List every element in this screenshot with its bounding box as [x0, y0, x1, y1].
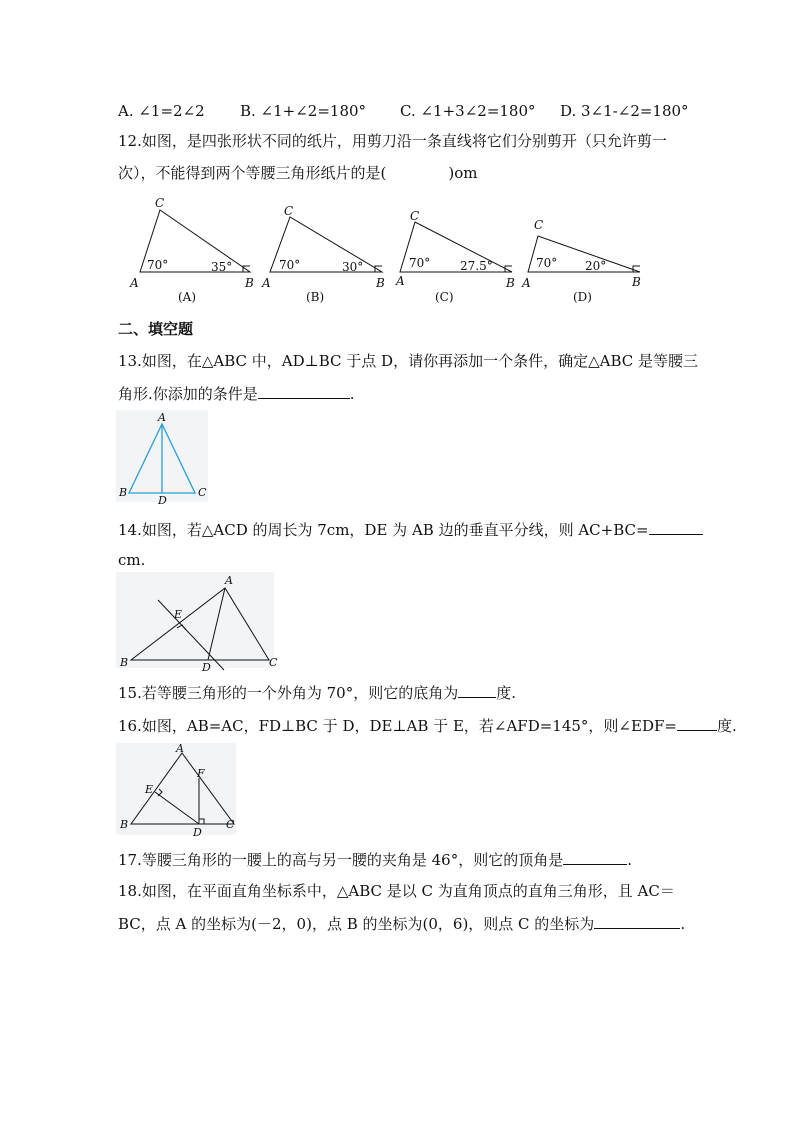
fig-c-angle-a: 70°: [409, 256, 431, 270]
fig-d-vertex-a: A: [522, 276, 531, 290]
q14-text-line1: [118, 519, 703, 540]
q16-answer-blank[interactable]: [677, 715, 717, 731]
q17-text: [118, 849, 632, 870]
fig-a-label: (A): [178, 290, 197, 304]
q12-text-line2: [118, 163, 477, 183]
fig-a-angle-b: 35°: [211, 260, 233, 274]
q16-vertex-f: F: [197, 767, 205, 780]
q14-figure: [116, 572, 296, 672]
fig-a-vertex-a: A: [130, 276, 139, 290]
fig-d-label: (D): [573, 290, 592, 304]
q11-option-d: D. 3∠1-∠2=180°: [560, 102, 689, 120]
q14-text-line2: cm.: [118, 551, 146, 569]
q13-vertex-a: A: [158, 411, 166, 424]
fig-c-angle-b: 27.5°: [460, 259, 493, 273]
fig-b-angle-b: 30°: [342, 260, 364, 274]
q13-end: .: [349, 385, 355, 403]
q18-answer-blank[interactable]: [594, 913, 680, 929]
section-title: 二、填空题: [118, 320, 194, 338]
q15-answer-blank[interactable]: [458, 682, 496, 698]
q12-prefix: 次），不能得到两个等腰三角形纸片的是(: [118, 164, 387, 182]
fig-d-vertex-c: C: [534, 218, 544, 232]
fig-a-vertex-b: B: [245, 276, 254, 290]
q12-text-line1: 12.如图，是四张形状不同的纸片，用剪刀沿一条直线将它们分别剪开（只允许剪一: [118, 132, 667, 150]
q16-vertex-a: A: [176, 742, 184, 755]
q13-vertex-d: D: [158, 494, 167, 507]
q15-suffix: 度.: [496, 684, 516, 702]
q11-option-c: C. ∠1+3∠2=180°: [400, 102, 536, 120]
fig-a-vertex-c: C: [155, 196, 165, 210]
q18-text-line1: 18.如图，在平面直角坐标系中，△ABC 是以 C 为直角顶点的直角三角形，且 AC＝: [118, 882, 675, 900]
q17-suffix: .: [627, 851, 632, 869]
q16-text: [118, 715, 737, 736]
fig-c-vertex-c: C: [410, 209, 420, 223]
q11-option-a: A. ∠1=2∠2: [118, 102, 205, 120]
q13-prefix: 角形.你添加的条件是: [118, 385, 258, 403]
q17-answer-blank[interactable]: [563, 849, 627, 865]
q13-answer-blank[interactable]: [258, 383, 350, 399]
fig-c-vertex-a: A: [396, 274, 405, 288]
q13-vertex-c: C: [198, 486, 207, 499]
q16-suffix: 度.: [716, 717, 737, 735]
q14-vertex-a: A: [225, 574, 233, 587]
q16-figure-bg: [116, 743, 236, 835]
q17-prefix: 17.等腰三角形的一腰上的高与另一腰的夹角是 46°，则它的顶角是: [118, 851, 564, 869]
fig-c-label: (C): [435, 290, 454, 304]
q14-prefix: 14.如图，若△ACD 的周长为 7cm，DE 为 AB 边的垂直平分线，则 AC+BC=: [118, 521, 649, 539]
q11-options: [118, 101, 689, 121]
q11-option-b: B. ∠1+∠2=180°: [240, 102, 367, 120]
q16-vertex-b: B: [120, 818, 129, 831]
q13-vertex-b: B: [119, 486, 128, 499]
q14-vertex-e: E: [174, 608, 183, 621]
q13-text-line1: 13.如图，在△ABC 中，AD⊥BC 于点 D，请你再添加一个条件，确定△ABC 是等腰三: [118, 352, 698, 370]
fig-b-label: (B): [306, 290, 325, 304]
fig-b-vertex-b: B: [376, 276, 385, 290]
q13-text-line2: [118, 383, 355, 404]
q16-figure: [116, 743, 246, 843]
q14-vertex-b: B: [120, 656, 129, 669]
q16-prefix: 16.如图，AB=AC，FD⊥BC 于 D，DE⊥AB 于 E，若∠AFD=145°，则∠EDF=: [118, 717, 677, 735]
q14-vertex-d: D: [202, 661, 211, 674]
q13-figure: [116, 410, 216, 510]
q14-answer-blank[interactable]: [649, 519, 703, 535]
q16-vertex-c: C: [226, 818, 235, 831]
fig-a-angle-a: 70°: [147, 258, 169, 272]
q15-text: [118, 682, 516, 703]
q15-prefix: 15.若等腰三角形的一个外角为 70°，则它的底角为: [118, 684, 459, 702]
fig-b-angle-a: 70°: [279, 258, 301, 272]
q18-prefix: BC，点 A 的坐标为(－2，0)，点 B 的坐标为(0，6)，则点 C 的坐标为: [118, 915, 595, 933]
fig-b-vertex-a: A: [262, 276, 271, 290]
fig-d-angle-a: 70°: [536, 256, 558, 270]
q12-suffix: )om: [448, 164, 478, 182]
fig-b-vertex-c: C: [284, 204, 294, 218]
q16-vertex-e: E: [145, 783, 154, 796]
q18-end: .: [680, 915, 686, 933]
q12-figures: [0, 195, 794, 315]
q16-vertex-d: D: [193, 826, 202, 839]
q18-text-line2: [118, 913, 685, 934]
fig-d-angle-b: 20°: [585, 259, 607, 273]
q14-vertex-c: C: [269, 656, 278, 669]
fig-d-vertex-b: B: [632, 275, 641, 289]
fig-c-vertex-b: B: [506, 276, 515, 290]
